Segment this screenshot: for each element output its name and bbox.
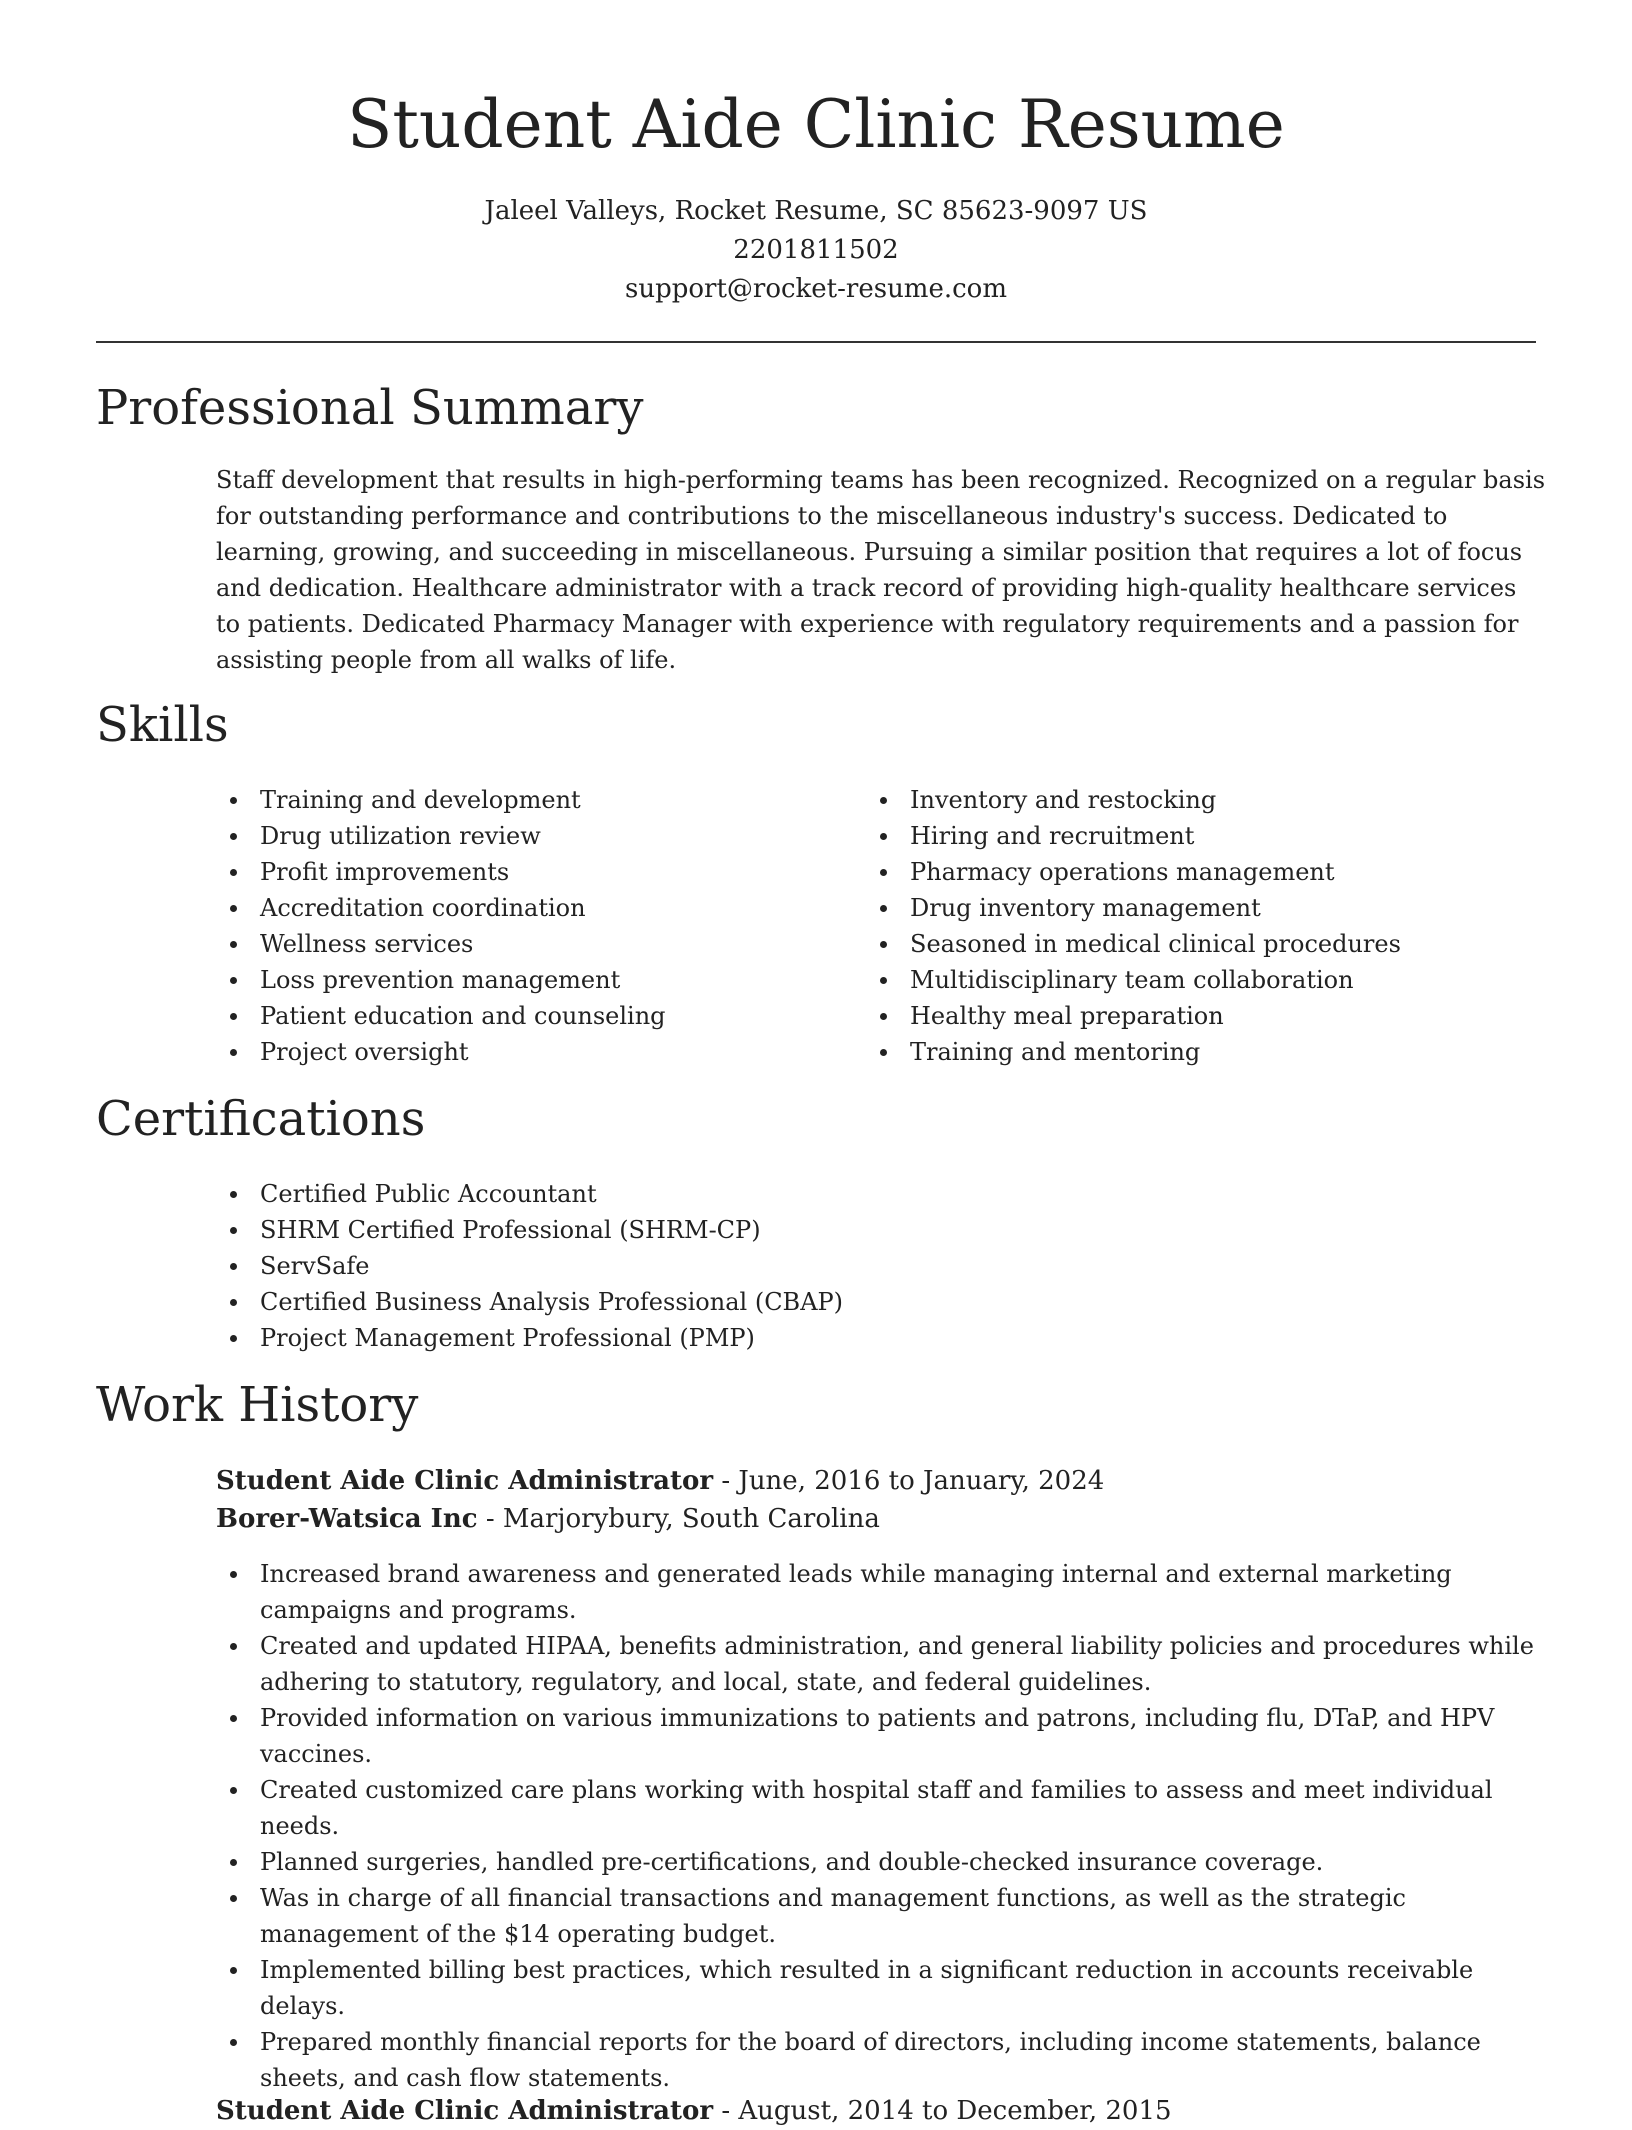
skills-list-right bbox=[866, 782, 1506, 1070]
contact-phone: 2201811502 bbox=[733, 235, 899, 265]
job-title: Student Aide Clinic Administrator bbox=[216, 1466, 714, 1496]
skill-item: Patient education and counseling bbox=[216, 998, 856, 1034]
job-header bbox=[216, 1462, 1104, 1538]
skills-list-left bbox=[216, 782, 856, 1070]
job-company: Borer-Watsica Inc bbox=[216, 1504, 478, 1534]
work-history-heading: Work History bbox=[96, 1377, 419, 1433]
job-header bbox=[216, 2092, 1172, 2130]
job-dates: - June, 2016 to January, 2024 bbox=[713, 1466, 1105, 1496]
duty-item: Increased brand awareness and generated leads while managing internal and external marketing campaigns and programs. bbox=[216, 1556, 1556, 1628]
certification-item: ServSafe bbox=[216, 1248, 1216, 1284]
job-duties-list bbox=[216, 1556, 1556, 2096]
summary-heading: Professional Summary bbox=[96, 380, 644, 436]
skill-item: Seasoned in medical clinical procedures bbox=[866, 926, 1506, 962]
summary-text: Staff development that results in high-performing teams has been recognized. Recognized on a regular basis for outstanding performance and contributions to the miscellaneous industry's success. Dedicated to learning, growing, and succeeding in miscellaneous. Pursuing a similar position that requires a lot of focus and dedication. Healthcare administrator with a track record of providing high-quality healthcare services to patients. Dedicated Pharmacy Manager with experience with regulatory requirements and a passion for assisting people from all walks of life. bbox=[216, 466, 1546, 674]
skill-item: Drug inventory management bbox=[866, 890, 1506, 926]
certification-item: Project Management Professional (PMP) bbox=[216, 1320, 1216, 1356]
skill-item: Accreditation coordination bbox=[216, 890, 856, 926]
contact-address: Jaleel Valleys, Rocket Resume, SC 85623-9097 US bbox=[484, 196, 1148, 226]
skill-item: Hiring and recruitment bbox=[866, 818, 1506, 854]
skill-item: Healthy meal preparation bbox=[866, 998, 1506, 1034]
skill-item: Training and development bbox=[216, 782, 856, 818]
certification-item: Certified Public Accountant bbox=[216, 1176, 1216, 1212]
certification-item: Certified Business Analysis Professional (CBAP) bbox=[216, 1284, 1216, 1320]
skill-item: Training and mentoring bbox=[866, 1034, 1506, 1070]
duty-item: Was in charge of all financial transactions and management functions, as well as the strategic management of the $14 operating budget. bbox=[216, 1880, 1556, 1952]
duty-item: Provided information on various immunizations to patients and patrons, including flu, DTaP, and HPV vaccines. bbox=[216, 1700, 1556, 1772]
job-title: Student Aide Clinic Administrator bbox=[216, 2096, 714, 2126]
contact-email: support@rocket-resume.com bbox=[624, 274, 1007, 304]
duty-item: Created customized care plans working with hospital staff and families to assess and meet individual needs. bbox=[216, 1772, 1556, 1844]
skill-item: Multidisciplinary team collaboration bbox=[866, 962, 1506, 998]
job-title-line bbox=[216, 1462, 1104, 1500]
skill-item: Project oversight bbox=[216, 1034, 856, 1070]
skill-item: Wellness services bbox=[216, 926, 856, 962]
header-divider bbox=[96, 341, 1536, 343]
job-location: - Marjorybury, South Carolina bbox=[477, 1504, 880, 1534]
certifications-heading: Certifications bbox=[96, 1091, 426, 1147]
skill-item: Loss prevention management bbox=[216, 962, 856, 998]
resume-title: Student Aide Clinic Resume bbox=[347, 86, 1285, 163]
duty-item: Implemented billing best practices, which resulted in a significant reduction in accounts receivable delays. bbox=[216, 1952, 1556, 2024]
job-dates: - August, 2014 to December, 2015 bbox=[713, 2096, 1172, 2126]
certifications-list bbox=[216, 1176, 1216, 1356]
duty-item: Created and updated HIPAA, benefits administration, and general liability policies and procedures while adhering to statutory, regulatory, and local, state, and federal guidelines. bbox=[216, 1628, 1556, 1700]
contact-block bbox=[96, 192, 1536, 309]
job-company-line bbox=[216, 1500, 1104, 1538]
skill-item: Profit improvements bbox=[216, 854, 856, 890]
resume-page bbox=[96, 0, 1546, 2126]
skill-item: Drug utilization review bbox=[216, 818, 856, 854]
skill-item: Inventory and restocking bbox=[866, 782, 1506, 818]
certification-item: SHRM Certified Professional (SHRM-CP) bbox=[216, 1212, 1216, 1248]
skills-heading: Skills bbox=[96, 697, 229, 753]
skill-item: Pharmacy operations management bbox=[866, 854, 1506, 890]
duty-item: Prepared monthly financial reports for the board of directors, including income statements, balance sheets, and cash flow statements. bbox=[216, 2024, 1556, 2096]
duty-item: Planned surgeries, handled pre-certifications, and double-checked insurance coverage. bbox=[216, 1844, 1556, 1880]
